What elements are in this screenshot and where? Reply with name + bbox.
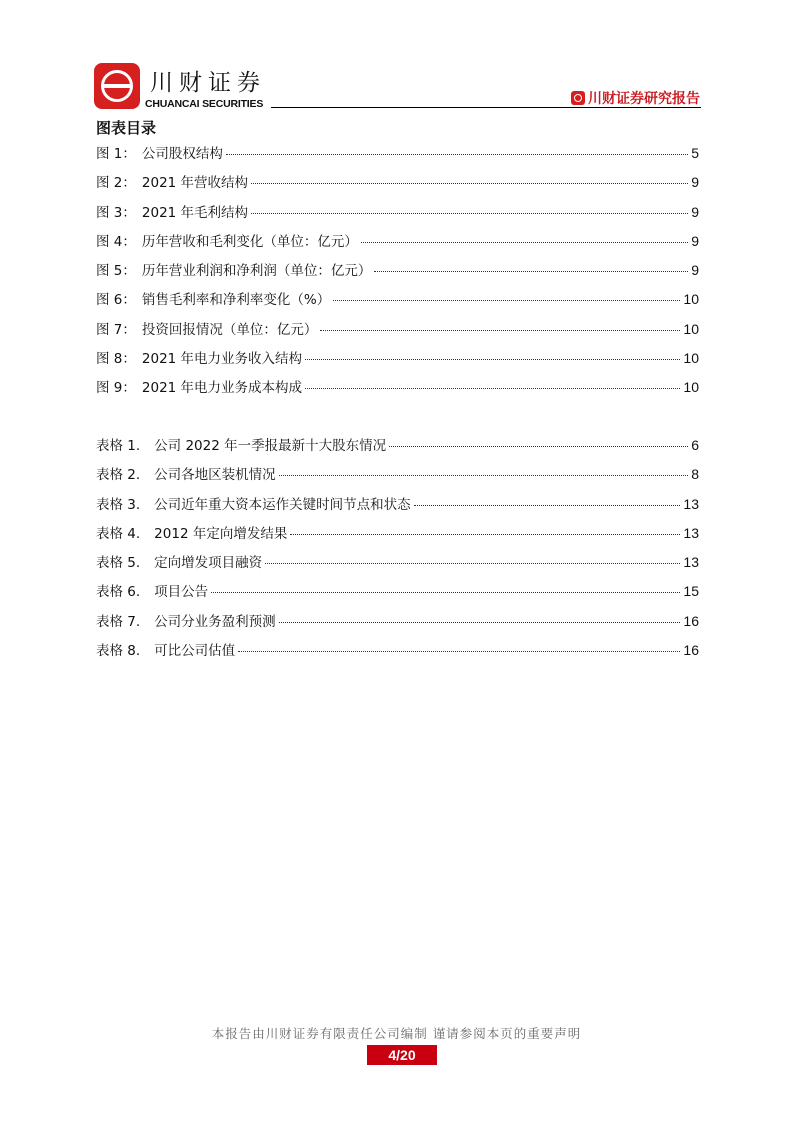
entry-number: 图 3：: [96, 204, 136, 221]
chuancai-logo-icon: [94, 63, 140, 109]
page-title: 图表目录: [96, 119, 157, 137]
entry-number: 图 7：: [96, 321, 136, 338]
entry-page: 13: [683, 495, 699, 512]
report-label-text: 川财证券研究报告: [588, 91, 700, 107]
entry-label: 2012 年定向增发结果: [154, 525, 288, 542]
entry-label: 定向增发项目融资: [154, 555, 263, 572]
toc-entry[interactable]: [96, 493, 699, 522]
brand-name-cn: 川财证券: [150, 70, 266, 96]
entry-number: 图 5：: [96, 263, 136, 280]
entry-label: 公司近年重大资本运作关键时间节点和状态: [154, 496, 411, 513]
entry-page: 10: [683, 350, 699, 367]
dot-leader: [238, 651, 680, 652]
entry-page: 10: [683, 291, 699, 308]
entry-label: 公司分业务盈利预测: [154, 613, 276, 630]
entry-page: 16: [683, 642, 699, 659]
footer-disclaimer: 本报告由川财证券有限责任公司编制 谨请参阅本页的重要声明: [211, 1026, 582, 1041]
entry-page: 9: [691, 232, 699, 249]
mini-logo-icon: [571, 91, 585, 105]
dot-leader: [305, 388, 680, 389]
entry-label: 销售毛利率和净利率变化（%）: [141, 292, 331, 309]
dot-leader: [279, 622, 681, 623]
entry-page: 10: [683, 379, 699, 396]
entry-label: 历年营收和毛利变化（单位：亿元）: [141, 233, 358, 250]
entry-number: 图 1：: [96, 146, 136, 162]
toc-entry[interactable]: [96, 171, 699, 200]
entry-page: 8: [691, 466, 699, 483]
dot-leader: [251, 183, 688, 184]
report-label: [571, 88, 700, 108]
dot-leader: [389, 446, 688, 447]
entry-number: 表格 3.: [96, 496, 141, 513]
toc-entry[interactable]: [96, 142, 699, 171]
entry-label: 公司各地区装机情况: [154, 467, 276, 484]
entry-page: 6: [691, 437, 699, 453]
entry-number: 表格 2.: [96, 467, 141, 484]
dot-leader: [361, 242, 688, 243]
toc-entry[interactable]: [96, 201, 699, 230]
page-number: 4/20: [367, 1045, 437, 1065]
toc-entry[interactable]: [96, 551, 699, 580]
dot-leader: [279, 475, 689, 476]
entry-page: 16: [683, 612, 699, 629]
entry-page: 5: [691, 145, 699, 161]
dot-leader: [290, 534, 680, 535]
toc-entry[interactable]: [96, 230, 699, 259]
entry-label: 公司股权结构: [141, 146, 223, 162]
entry-label: 公司 2022 年一季报最新十大股东情况: [154, 438, 387, 454]
dot-leader: [251, 213, 688, 214]
entry-number: 表格 8.: [96, 643, 141, 660]
entry-label: 历年营业利润和净利润（单位：亿元）: [141, 263, 372, 280]
dot-leader: [414, 505, 681, 506]
entry-number: 图 6：: [96, 292, 136, 309]
entry-number: 表格 7.: [96, 613, 141, 630]
dot-leader: [305, 359, 680, 360]
entry-page: 9: [691, 203, 699, 220]
entry-page: 9: [691, 174, 699, 191]
entry-number: 图 2：: [96, 175, 136, 192]
entry-label: 2021 年电力业务成本构成: [141, 380, 303, 397]
toc-entry[interactable]: [96, 347, 699, 376]
toc-entry[interactable]: [96, 639, 699, 668]
toc-entry[interactable]: [96, 376, 699, 405]
dot-leader: [211, 592, 680, 593]
toc-entry[interactable]: [96, 288, 699, 317]
toc-entry[interactable]: [96, 259, 699, 288]
dot-leader: [226, 154, 688, 155]
entry-number: 表格 6.: [96, 584, 141, 601]
dot-leader: [333, 300, 680, 301]
toc-entry[interactable]: [96, 434, 699, 463]
dot-leader: [320, 330, 680, 331]
entry-label: 2021 年毛利结构: [141, 204, 249, 221]
dot-leader: [374, 271, 688, 272]
entry-number: 图 4：: [96, 233, 136, 250]
entry-number: 表格 1.: [96, 438, 141, 454]
toc-entry[interactable]: [96, 522, 699, 551]
entry-number: 图 9：: [96, 380, 136, 397]
entry-label: 可比公司估值: [154, 643, 236, 660]
toc-entry[interactable]: [96, 610, 699, 639]
entry-page: 9: [691, 262, 699, 279]
entry-number: 图 8：: [96, 351, 136, 368]
entry-page: 15: [683, 583, 699, 600]
toc-entry[interactable]: [96, 463, 699, 492]
entry-label: 2021 年营收结构: [141, 175, 249, 192]
table-list: [96, 434, 699, 668]
entry-number: 表格 4.: [96, 525, 141, 542]
entry-page: 13: [683, 524, 699, 541]
entry-page: 10: [683, 320, 699, 337]
entry-label: 2021 年电力业务收入结构: [141, 351, 303, 368]
dot-leader: [265, 563, 680, 564]
entry-number: 表格 5.: [96, 555, 141, 572]
toc-entry[interactable]: [96, 318, 699, 347]
brand-name-en: CHUANCAI SECURITIES: [145, 98, 264, 110]
toc-entry[interactable]: [96, 580, 699, 609]
entry-label: 投资回报情况（单位：亿元）: [141, 321, 318, 338]
entry-page: 13: [683, 554, 699, 571]
entry-label: 项目公告: [154, 584, 209, 601]
figure-list: [96, 142, 699, 406]
